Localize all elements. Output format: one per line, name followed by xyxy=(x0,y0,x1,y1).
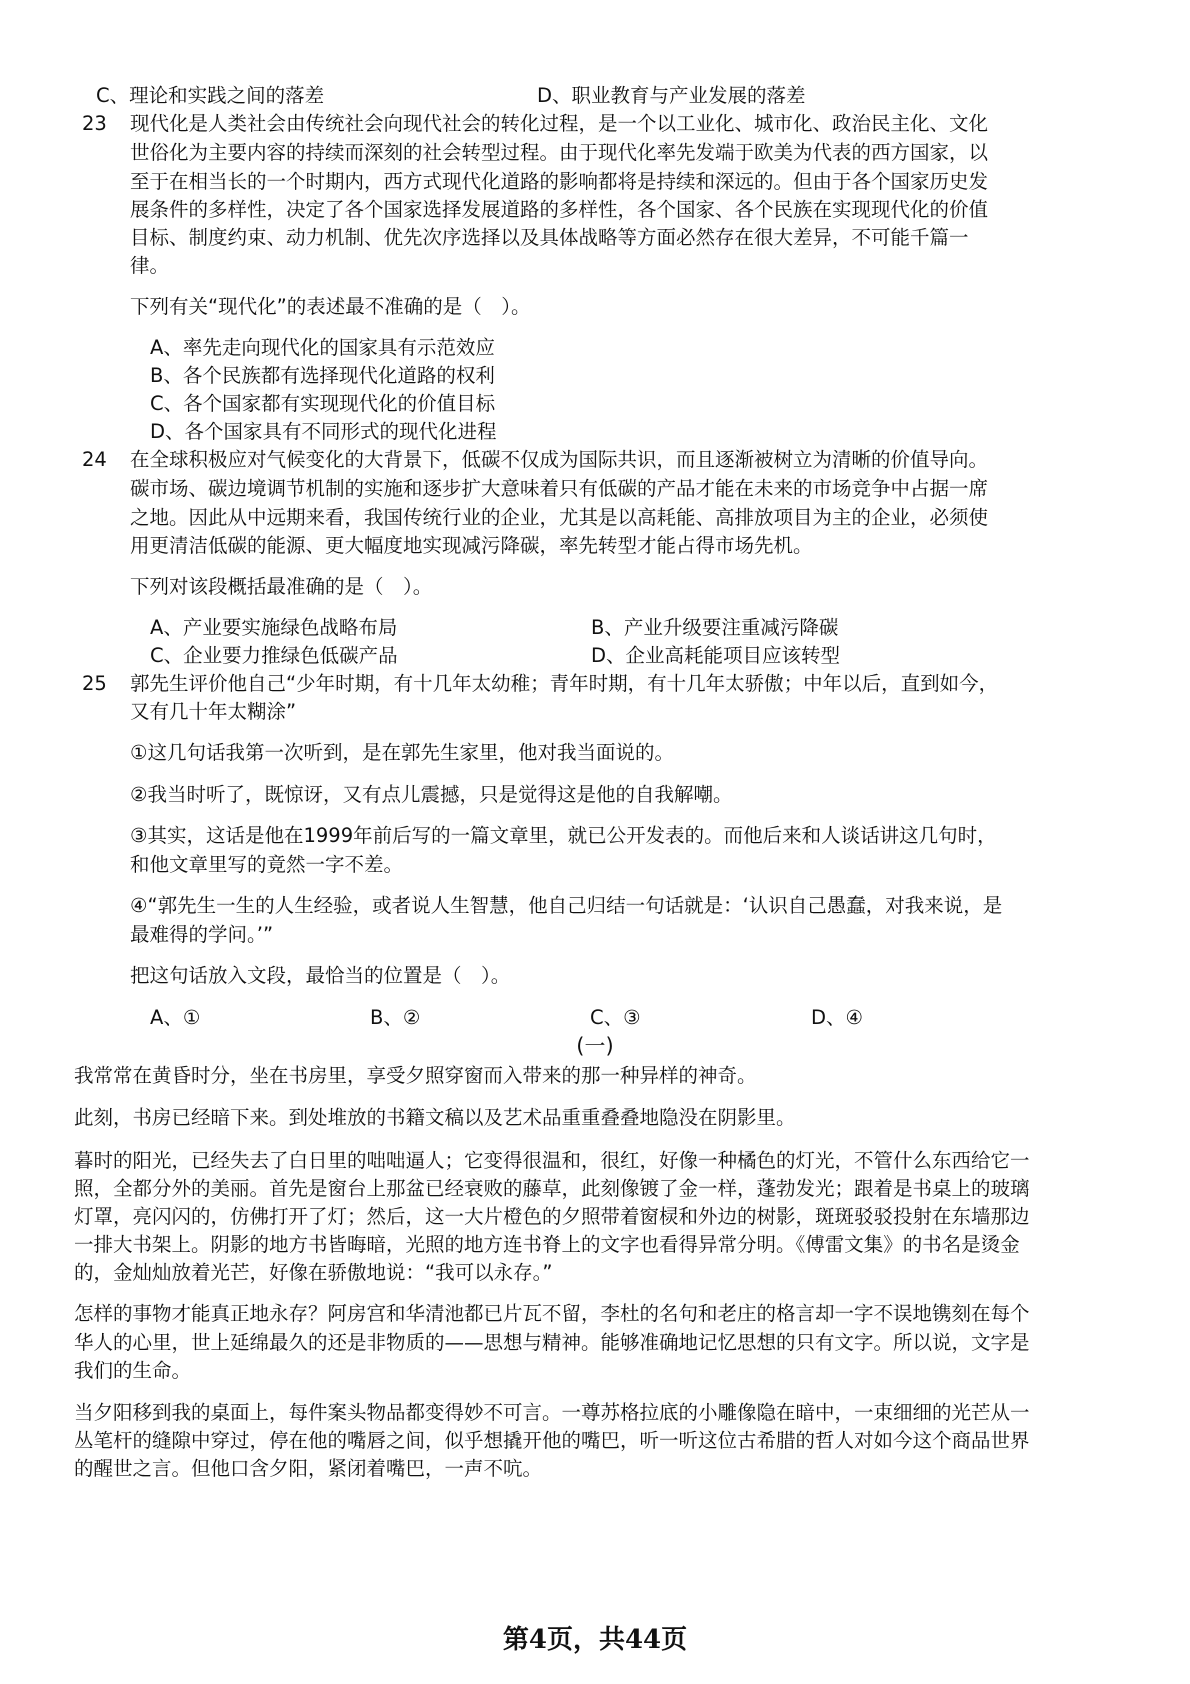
page-number: 第4页，共44页 xyxy=(502,1625,688,1655)
passage-paragraph: 我常常在黄昏时分，坐在书房里，享受夕照穿窗而入带来的那一种异样的神奇。 xyxy=(74,1064,757,1087)
option-b: B、② xyxy=(370,1006,421,1029)
option-a: A、① xyxy=(150,1006,201,1029)
option-d: D、各个国家具有不同形式的现代化进程 xyxy=(150,420,497,443)
option-b: B、产业升级要注重减污降碳 xyxy=(591,616,839,639)
sentence-2: ②我当时听了，既惊讶，又有点儿震撼，只是觉得这是他的自我解嘲。 xyxy=(130,783,733,806)
question-prompt: 把这句话放入文段，最恰当的位置是（ ）。 xyxy=(130,964,511,987)
passage-line: 灯罩，亮闪闪的，仿佛打开了灯；然后，这一大片橙色的夕照带着窗棂和外边的树影，斑斑驳驳投射在东墙那边 xyxy=(74,1205,1030,1228)
passage-line: 之地。因此从中远期来看，我国传统行业的企业，尤其是以高耗能、高排放项目为主的企业，必须使 xyxy=(130,506,989,529)
passage-line: 至于在相当长的一个时期内，西方式现代化道路的影响都将是持续和深远的。但由于各个国家历史发 xyxy=(130,170,989,193)
option-c: C、企业要力推绿色低碳产品 xyxy=(150,644,398,667)
passage-line: 现代化是人类社会由传统社会向现代社会的转化过程，是一个以工业化、城市化、政治民主化、文化 xyxy=(130,112,989,135)
sentence-4: ④“郭先生一生的人生经验，或者说人生智慧，他自己归结一句话就是：‘认识自己愚蠢，对我来说，是 xyxy=(130,894,1003,917)
sentence-3: ③其实，这话是他在1999年前后写的一篇文章里，就已公开发表的。而他后来和人谈话讲这几句时， xyxy=(130,824,997,847)
passage-line: 的，金灿灿放着光芒，好像在骄傲地说：“我可以永存。” xyxy=(74,1261,553,1284)
passage-line: 丛笔杆的缝隙中穿过，停在他的嘴唇之间，似乎想撬开他的嘴巴，听一听这位古希腊的哲人对如今这个商品世界 xyxy=(74,1429,1030,1452)
option-c: C、理论和实践之间的落差 xyxy=(96,84,325,107)
passage-line: 展条件的多样性，决定了各个国家选择发展道路的多样性，各个国家、各个民族在实现现代化的价值 xyxy=(130,198,989,221)
option-d: D、企业高耗能项目应该转型 xyxy=(591,644,841,667)
option-b: B、各个民族都有选择现代化道路的权利 xyxy=(150,364,495,387)
passage-line: 世俗化为主要内容的持续而深刻的社会转型过程。由于现代化率先发端于欧美为代表的西方国家，以 xyxy=(130,141,989,164)
option-c: C、各个国家都有实现现代化的价值目标 xyxy=(150,392,496,415)
passage-line: 暮时的阳光，已经失去了白日里的咄咄逼人；它变得很温和，很红，好像一种橘色的灯光，不管什么东西给它一 xyxy=(74,1149,1030,1172)
question-number: 24 xyxy=(82,448,107,471)
section-heading: (一) xyxy=(576,1034,614,1058)
option-a: A、产业要实施绿色战略布局 xyxy=(150,616,398,639)
passage-line: 的醒世之言。但他口含夕阳，紧闭着嘴巴，一声不吭。 xyxy=(74,1457,543,1480)
passage-line: 华人的心里，世上延绵最久的还是非物质的——思想与精神。能够准确地记忆思想的只有文字。所以说，文字是 xyxy=(74,1331,1030,1354)
sentence-1: ①这几句话我第一次听到，是在郭先生家里，他对我当面说的。 xyxy=(130,741,674,764)
sentence-3: 和他文章里写的竟然一字不差。 xyxy=(130,853,404,876)
passage-line: 用更清洁低碳的能源、更大幅度地实现减污降碳，率先转型才能占得市场先机。 xyxy=(130,534,813,557)
question-prompt: 下列对该段概括最准确的是（ ）。 xyxy=(130,575,433,598)
passage-line: 照，全都分外的美丽。首先是窗台上那盆已经衰败的藤草，此刻像镀了金一样，蓬勃发光；跟着是书桌上的玻璃 xyxy=(74,1177,1030,1200)
option-d: D、职业教育与产业发展的落差 xyxy=(537,84,806,107)
question-number: 23 xyxy=(82,112,107,135)
passage-line: 碳市场、碳边境调节机制的实施和逐步扩大意味着只有低碳的产品才能在未来的市场竞争中占据一席 xyxy=(130,477,989,500)
option-c: C、③ xyxy=(590,1006,641,1029)
passage-line: 我们的生命。 xyxy=(74,1359,192,1382)
passage-line: 律。 xyxy=(130,254,170,277)
passage-line: 当夕阳移到我的桌面上，每件案头物品都变得妙不可言。一尊苏格拉底的小雕像隐在暗中，一束细细的光芒从一 xyxy=(74,1401,1030,1424)
passage-line: 又有几十年太糊涂” xyxy=(130,700,297,723)
passage-line: 郭先生评价他自己“少年时期，有十几年太幼稚；青年时期，有十几年太骄傲；中年以后，直到如今， xyxy=(130,672,999,695)
option-a: A、率先走向现代化的国家具有示范效应 xyxy=(150,336,495,359)
sentence-4: 最难得的学问。’” xyxy=(130,923,274,946)
option-d: D、④ xyxy=(811,1006,863,1029)
passage-line: 怎样的事物才能真正地永存？阿房宫和华清池都已片瓦不留，李杜的名句和老庄的格言却一字不误地镌刻在每个 xyxy=(74,1302,1030,1325)
passage-paragraph: 此刻，书房已经暗下来。到处堆放的书籍文稿以及艺术品重重叠叠地隐没在阴影里。 xyxy=(74,1106,796,1129)
passage-line: 在全球积极应对气候变化的大背景下，低碳不仅成为国际共识，而且逐渐被树立为清晰的价值导向。 xyxy=(130,448,989,471)
passage-line: 一排大书架上。阴影的地方书皆晦暗，光照的地方连书脊上的文字也看得异常分明。《傅雷文集》的书名是烫金 xyxy=(74,1233,1020,1256)
question-number: 25 xyxy=(82,672,107,695)
question-prompt: 下列有关“现代化”的表述最不准确的是（ ）。 xyxy=(130,295,531,318)
passage-line: 目标、制度约束、动力机制、优先次序选择以及具体战略等方面必然存在很大差异，不可能千篇一 xyxy=(130,226,969,249)
